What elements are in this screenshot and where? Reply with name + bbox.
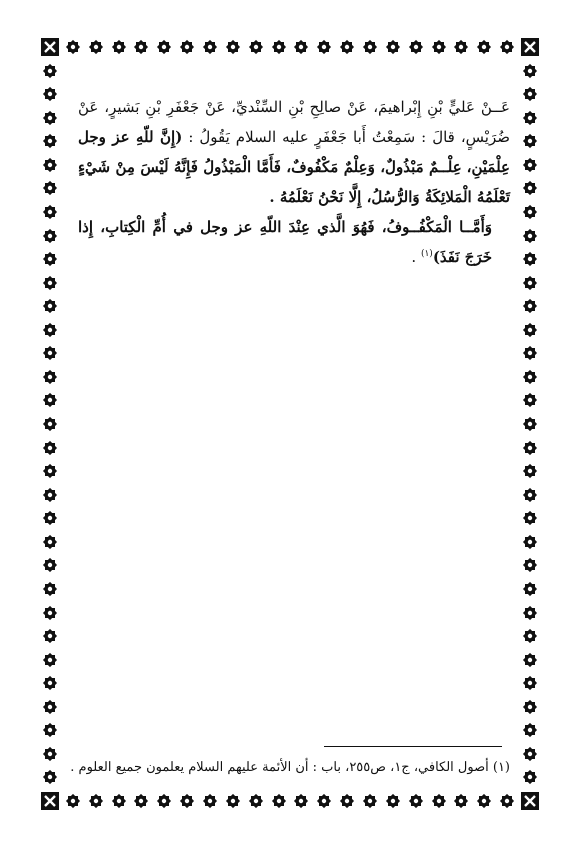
eight-point-star-icon bbox=[520, 108, 540, 128]
eight-point-star-icon bbox=[40, 438, 60, 458]
eight-point-star-icon bbox=[520, 461, 540, 481]
footnote: (١) أصول الكافي، ج١، ص٢٥٥، باب : أن الأئمة عليهم السلام يعلمون جميع العلوم . bbox=[70, 760, 510, 775]
eight-point-star-icon bbox=[360, 37, 380, 57]
corner-square-icon bbox=[40, 37, 60, 57]
eight-point-star-icon bbox=[520, 226, 540, 246]
eight-point-star-icon bbox=[337, 37, 357, 57]
eight-point-star-icon bbox=[86, 791, 106, 811]
eight-point-star-icon bbox=[63, 37, 83, 57]
eight-point-star-icon bbox=[497, 37, 517, 57]
eight-point-star-icon bbox=[520, 296, 540, 316]
eight-point-star-icon bbox=[40, 296, 60, 316]
eight-point-star-icon bbox=[40, 673, 60, 693]
eight-point-star-icon bbox=[520, 131, 540, 151]
eight-point-star-icon bbox=[40, 603, 60, 623]
eight-point-star-icon bbox=[86, 37, 106, 57]
eight-point-star-icon bbox=[40, 249, 60, 269]
eight-point-star-icon bbox=[314, 37, 334, 57]
eight-point-star-icon bbox=[246, 791, 266, 811]
eight-point-star-icon bbox=[269, 37, 289, 57]
sentence-end: . bbox=[411, 248, 421, 266]
eight-point-star-icon bbox=[520, 767, 540, 787]
eight-point-star-icon bbox=[520, 414, 540, 434]
eight-point-star-icon bbox=[40, 390, 60, 410]
chain-line-2: عَنْ ضُرَيْسٍ، قالَ : سَمِعْتُ أَبا جَعْفَرٍ عليه السلام يَقُولُ : bbox=[78, 98, 510, 146]
quote-paragraph-1: عِلْــمٌ مَبْذُولٌ، وَعِلْمٌ مَكْفُوفٌ، فَأَمَّا الْمَبْذُولُ فَإِنَّهُ لَيْسَ مِنْ شَيْءٍ تَعْلَمُهُ الْمَلائِكَةُ وَالرُّسُلُ، إِلَّا نَحْنُ نَعْلَمُهُ . bbox=[78, 158, 510, 206]
eight-point-star-icon bbox=[40, 131, 60, 151]
eight-point-star-icon bbox=[474, 37, 494, 57]
eight-point-star-icon bbox=[177, 37, 197, 57]
eight-point-star-icon bbox=[40, 485, 60, 505]
eight-point-star-icon bbox=[269, 791, 289, 811]
eight-point-star-icon bbox=[520, 508, 540, 528]
eight-point-star-icon bbox=[40, 108, 60, 128]
eight-point-star-icon bbox=[520, 744, 540, 764]
eight-point-star-icon bbox=[337, 791, 357, 811]
eight-point-star-icon bbox=[520, 84, 540, 104]
eight-point-star-icon bbox=[520, 155, 540, 175]
eight-point-star-icon bbox=[360, 791, 380, 811]
eight-point-star-icon bbox=[109, 791, 129, 811]
eight-point-star-icon bbox=[223, 37, 243, 57]
eight-point-star-icon bbox=[520, 532, 540, 552]
eight-point-star-icon bbox=[520, 273, 540, 293]
eight-point-star-icon bbox=[520, 61, 540, 81]
eight-point-star-icon bbox=[520, 485, 540, 505]
quote-start: (إِنَّ للّهِ عز وجل عِلْمَيْنِ، bbox=[78, 128, 510, 176]
eight-point-star-icon bbox=[520, 673, 540, 693]
eight-point-star-icon bbox=[40, 532, 60, 552]
eight-point-star-icon bbox=[520, 367, 540, 387]
quote-paragraph-2 bbox=[78, 212, 510, 272]
eight-point-star-icon bbox=[40, 84, 60, 104]
eight-point-star-icon bbox=[40, 461, 60, 481]
eight-point-star-icon bbox=[520, 650, 540, 670]
eight-point-star-icon bbox=[520, 626, 540, 646]
eight-point-star-icon bbox=[40, 367, 60, 387]
eight-point-star-icon bbox=[406, 37, 426, 57]
eight-point-star-icon bbox=[497, 791, 517, 811]
eight-point-star-icon bbox=[40, 720, 60, 740]
hadith-text bbox=[78, 92, 510, 272]
eight-point-star-icon bbox=[520, 390, 540, 410]
quote-paragraph-2-text: وَأَمَّــا الْمَكْفُــوفُ، فَهُوَ الَّذي عِنْدَ اللّهِ عز وجل في أُمِّ الْكِتابِ، إِذا خَرَجَ نَفَذَ) bbox=[78, 218, 492, 266]
eight-point-star-icon bbox=[520, 438, 540, 458]
eight-point-star-icon bbox=[131, 37, 151, 57]
eight-point-star-icon bbox=[291, 791, 311, 811]
eight-point-star-icon bbox=[520, 202, 540, 222]
eight-point-star-icon bbox=[520, 320, 540, 340]
eight-point-star-icon bbox=[451, 791, 471, 811]
eight-point-star-icon bbox=[40, 767, 60, 787]
eight-point-star-icon bbox=[520, 697, 540, 717]
chain-line-1: عَــنْ عَليٍّ بْنِ إِبْراهيمَ، عَنْ صالِحِ بْنِ السِّنْديِّ، عَنْ جَعْفَرِ بْنِ بَشيرٍ، bbox=[104, 98, 510, 116]
eight-point-star-icon bbox=[131, 791, 151, 811]
eight-point-star-icon bbox=[520, 603, 540, 623]
eight-point-star-icon bbox=[40, 697, 60, 717]
eight-point-star-icon bbox=[520, 720, 540, 740]
eight-point-star-icon bbox=[40, 61, 60, 81]
eight-point-star-icon bbox=[40, 626, 60, 646]
eight-point-star-icon bbox=[406, 791, 426, 811]
eight-point-star-icon bbox=[520, 343, 540, 363]
eight-point-star-icon bbox=[429, 37, 449, 57]
eight-point-star-icon bbox=[40, 508, 60, 528]
footnote-divider bbox=[324, 746, 502, 747]
eight-point-star-icon bbox=[177, 791, 197, 811]
eight-point-star-icon bbox=[63, 791, 83, 811]
eight-point-star-icon bbox=[40, 226, 60, 246]
eight-point-star-icon bbox=[200, 791, 220, 811]
eight-point-star-icon bbox=[109, 37, 129, 57]
corner-square-icon bbox=[40, 791, 60, 811]
eight-point-star-icon bbox=[520, 249, 540, 269]
footnote-marker: (١) bbox=[420, 249, 433, 259]
eight-point-star-icon bbox=[291, 37, 311, 57]
eight-point-star-icon bbox=[40, 178, 60, 198]
eight-point-star-icon bbox=[40, 744, 60, 764]
eight-point-star-icon bbox=[40, 202, 60, 222]
eight-point-star-icon bbox=[246, 37, 266, 57]
eight-point-star-icon bbox=[520, 178, 540, 198]
eight-point-star-icon bbox=[383, 37, 403, 57]
eight-point-star-icon bbox=[474, 791, 494, 811]
eight-point-star-icon bbox=[154, 791, 174, 811]
eight-point-star-icon bbox=[383, 791, 403, 811]
eight-point-star-icon bbox=[40, 343, 60, 363]
eight-point-star-icon bbox=[520, 555, 540, 575]
eight-point-star-icon bbox=[223, 791, 243, 811]
corner-square-icon bbox=[520, 791, 540, 811]
eight-point-star-icon bbox=[520, 579, 540, 599]
eight-point-star-icon bbox=[40, 320, 60, 340]
eight-point-star-icon bbox=[429, 791, 449, 811]
eight-point-star-icon bbox=[40, 579, 60, 599]
eight-point-star-icon bbox=[451, 37, 471, 57]
eight-point-star-icon bbox=[200, 37, 220, 57]
corner-square-icon bbox=[520, 37, 540, 57]
eight-point-star-icon bbox=[314, 791, 334, 811]
narration-chain bbox=[78, 92, 510, 212]
eight-point-star-icon bbox=[40, 155, 60, 175]
eight-point-star-icon bbox=[40, 650, 60, 670]
eight-point-star-icon bbox=[40, 273, 60, 293]
eight-point-star-icon bbox=[40, 414, 60, 434]
eight-point-star-icon bbox=[154, 37, 174, 57]
eight-point-star-icon bbox=[40, 555, 60, 575]
